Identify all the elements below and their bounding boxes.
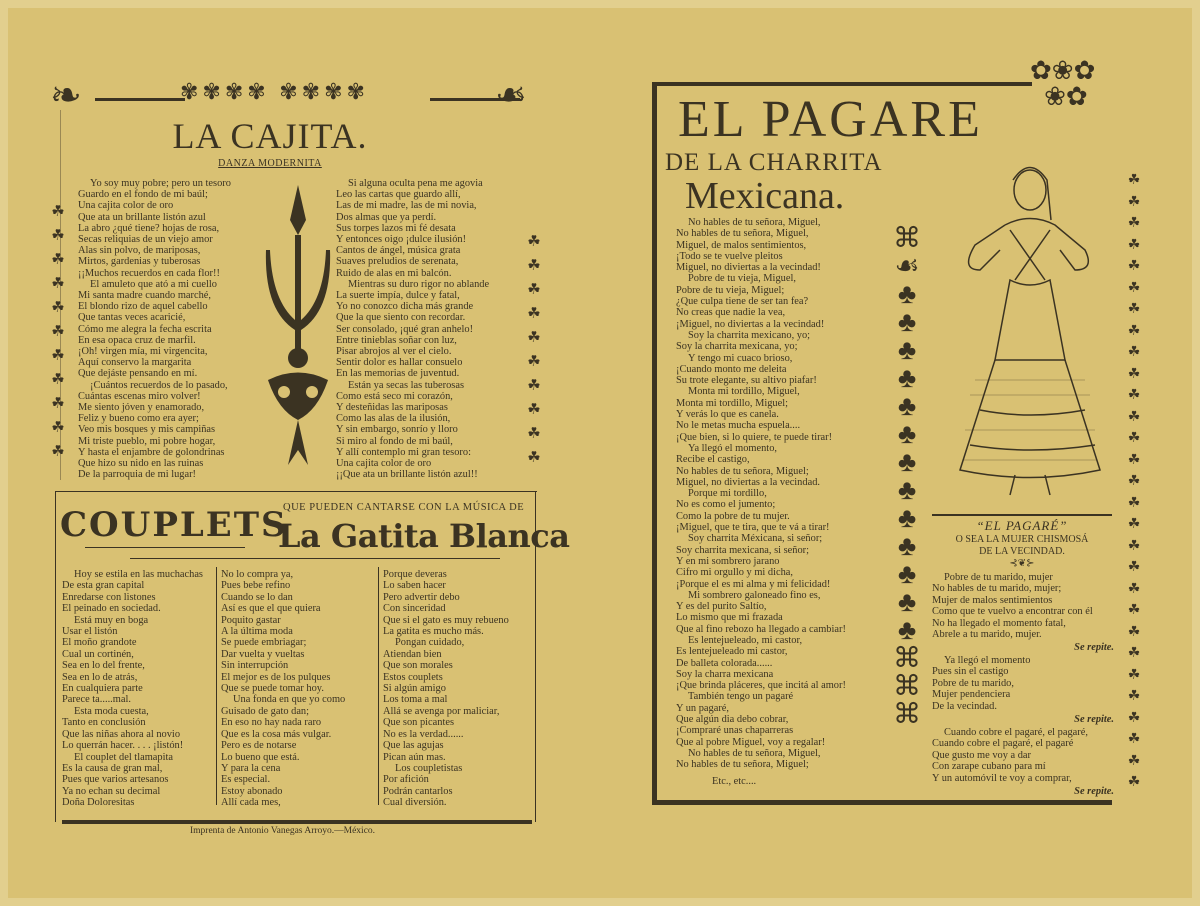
verse-line: Parece ta.....mal.: [62, 694, 131, 706]
verse-line: Aquí conservo la margarita: [78, 357, 192, 369]
verse-line: Pobre de tu vieja, Miguel;: [676, 284, 785, 296]
poem-column-2: [336, 178, 489, 480]
etc-text: Etc., etc....: [712, 776, 757, 787]
verse-line: Guisado de gato dan;: [221, 705, 310, 717]
verse-line: Ruido de alas en mi balcón.: [336, 267, 452, 279]
verse-line: Pobre de tu marido,: [932, 677, 1014, 689]
verse-line: No es como el jumento;: [676, 499, 776, 511]
verse-line: ¡Cuando monto me deleita: [676, 363, 787, 375]
verse-line: No hables de tu señora, Miguel;: [676, 465, 809, 477]
box-top-rule: [55, 491, 537, 492]
verse-line: Sentir dolor es hallar consuelo: [336, 357, 463, 369]
verse-line: Secas reliquias de un viejo amor: [78, 234, 213, 246]
verse-line: Y un automóvil te voy a comprar,: [932, 772, 1072, 784]
verse-line: Dos almas que ya perdí.: [336, 211, 437, 223]
trident-ornament-icon: [258, 180, 338, 470]
verse-line: La suerte impía, dulce y fatal,: [336, 290, 460, 302]
verse-line: No es la verdad......: [383, 728, 464, 740]
verse-line: Pongan cuidado,: [395, 637, 465, 649]
stanza-3: [932, 727, 1088, 784]
verse-line: Así es que el que quiera: [221, 603, 321, 615]
verse-line: Cuando cobre el pagaré, el pagaré,: [944, 727, 1088, 738]
verse-line: Suaves preludios de serenata,: [336, 256, 459, 268]
song-title: “EL PAGARÉ”: [976, 518, 1068, 533]
verse-line: Pobre de tu marido, mujer: [944, 572, 1053, 583]
verse-line: Que tantas veces acaricié,: [78, 312, 186, 324]
verse-line: Soy charrita mexicana, si señor;: [676, 544, 810, 556]
verse-line: ¡Miguel, no diviertas a la vecindad!: [676, 318, 825, 330]
verse-line: Monta mi tordillo, Miguel;: [676, 397, 788, 409]
verse-line: Si alguna oculta pena me agovia: [348, 178, 483, 189]
verse-line: Y verás lo que es canela.: [676, 409, 779, 421]
verse-line: Recibe el castigo,: [676, 454, 750, 466]
verse-line: Su trote elegante, su altivo piafar!: [676, 375, 817, 387]
stanza-1: [932, 572, 1093, 640]
verse-line: De balleta colorada......: [676, 657, 773, 669]
verse-line: ¿Que culpa tiene de ser tan fea?: [676, 296, 809, 308]
verse-line: Una fonda en que yo como: [233, 694, 346, 706]
verse-line: En eso no hay nada raro: [221, 717, 322, 729]
verse-line: Que es la cosa más vulgar.: [221, 728, 332, 740]
verse-line: También tengo un pagaré: [688, 691, 794, 703]
verse-line: Sus torpes lazos mi fé desata: [336, 222, 456, 234]
verse-line: Pues bebe refino: [221, 580, 291, 592]
verse-line: Una cajita color de oro: [78, 200, 174, 212]
verse-line: Estos couplets: [383, 671, 443, 683]
header-rule: [130, 558, 500, 559]
couplets-column-2: [221, 569, 345, 809]
verse-line: Yo soy muy pobre; pero un tesoro: [90, 178, 231, 189]
verse-line: Que gusto me voy a dar: [932, 749, 1031, 761]
verse-line: ¡Miguel, que te tira, que te vá a tirar!: [676, 522, 830, 534]
verse-line: Usar el listón: [62, 626, 118, 638]
verse-line: Sea en lo de atrás,: [62, 671, 138, 683]
verse-line: Miguel, de malos sentimientos,: [676, 239, 807, 251]
verse-line: Las de mi madre, las de mi novia,: [336, 200, 477, 212]
verse-line: Cuántas escenas miro volver!: [78, 390, 201, 402]
verse-line: No hables de tu señora, Miguel,: [688, 217, 821, 228]
verse-line: Mujer pendenciera: [932, 689, 1011, 701]
verse-line: ¡Todo se te vuelve pleitos: [676, 250, 783, 262]
verse-line: Miguel, no diviertas a la vecindad!: [676, 262, 821, 274]
verse-line: En cualquiera parte: [62, 683, 143, 695]
verse-line: No ha llegado el momento fatal,: [932, 617, 1066, 629]
verse-line: Que la que siento con recordar.: [336, 312, 466, 324]
verse-line: Y para la cena: [221, 762, 281, 774]
rose-corner-ornament-icon: ✿❀✿ ❀✿: [1030, 56, 1096, 111]
fleuron-border-ornament-icon: ☘ ☘ ☘ ☘ ☘ ☘ ☘ ☘ ☘ ☘ ☘ ☘ ☘ ☘ ☘ ☘ ☘ ☘ ☘ ☘ ☘ ☘ ☘ ☘ ☘ ☘ ☘ ☘ ☘: [1127, 173, 1141, 790]
song-subtitle: O SEA LA MUJER CHISMOSÁ: [955, 534, 1089, 545]
verse-line: Están ya secas las tuberosas: [348, 379, 464, 391]
verse-line: Pero es de notarse: [221, 740, 297, 752]
verse-line: ¡¡Muchos recuerdos en cada flor!!: [78, 267, 220, 279]
verse-line: ¡Compraré unas chaparreras: [676, 725, 794, 737]
pagare-poem: [676, 217, 846, 771]
verse-line: Lo querrán hacer. . . . ¡listón!: [62, 740, 184, 752]
repeat-marker: Se repite.: [1074, 642, 1114, 653]
verse-line: Y desteñidas las mariposas: [336, 402, 448, 414]
song-subtitle: DE LA VECINDAD.: [979, 546, 1065, 557]
verse-line: Por afición: [383, 774, 429, 786]
frame-top-left: [95, 98, 185, 101]
verse-line: El moño grandote: [62, 637, 137, 649]
verse-line: Si algún amigo: [383, 683, 446, 695]
verse-line: Mi sombrero galoneado fino es,: [688, 589, 821, 601]
verse-line: De esta gran capital: [62, 580, 145, 592]
verse-line: No hables de tu señora, Miguel,: [688, 747, 821, 759]
verse-line: Y allí contemplo mi gran tesoro:: [336, 446, 471, 458]
verse-line: Estoy abonado: [221, 785, 283, 797]
verse-line: Guardo en el fondo de mi baúl;: [78, 189, 208, 201]
verse-line: Yo no conozco dicha más grande: [336, 301, 474, 313]
verse-line: Ya no echan su decimal: [62, 785, 161, 797]
verse-line: Miguel, no diviertas a la vecindad.: [676, 476, 820, 488]
verse-line: Que si el gato es muy rebueno: [383, 614, 509, 626]
charrita-illustration: [935, 150, 1115, 510]
verse-line: El couplet del tlamapita: [74, 751, 173, 763]
verse-line: Como la pobre de tu mujer.: [676, 510, 790, 522]
verse-line: Cuando cobre el pagaré, el pagaré: [932, 738, 1074, 750]
verse-line: Se puede embriagar;: [221, 637, 307, 649]
repeat-marker: Se repite.: [1074, 714, 1114, 725]
verse-line: El mejor es de los pulques: [221, 671, 331, 683]
couplets-title: COUPLETS: [60, 505, 288, 545]
repeat-marker: Se repite.: [1074, 786, 1114, 797]
verse-line: El blondo rizo de aquel cabello: [78, 301, 208, 313]
verse-line: Si miro al fondo de mi baúl,: [336, 435, 453, 447]
subtitle-mexicana: Mexicana.: [685, 175, 845, 217]
verse-line: Entre tinieblas soñar con luz,: [336, 334, 457, 346]
verse-line: Alas sin polvo, de mariposas,: [78, 245, 201, 257]
verse-line: De la vecindad.: [932, 700, 997, 712]
verse-line: Y entonces oigo ¡dulce ilusión!: [336, 234, 467, 246]
verse-line: Porque mi tordillo,: [688, 488, 767, 500]
verse-line: Mientras su duro rigor no ablande: [348, 278, 490, 290]
verse-line: En esa opaca cruz de marfil.: [78, 334, 196, 346]
title-underline: [85, 547, 245, 548]
verse-line: Pisar abrojos al ver el cielo.: [336, 346, 452, 358]
verse-line: Que dejáste pensando en mí.: [78, 368, 198, 380]
verse-line: En las memorias de juventud.: [336, 368, 460, 380]
verse-line: Que algún dia debo cobrar,: [676, 714, 789, 726]
verse-line: Monta mi tordillo, Miguel,: [688, 386, 800, 398]
verse-line: De la parroquia de mi lugar!: [78, 469, 197, 481]
verse-line: Poquito gastar: [221, 614, 281, 626]
imprint: Imprenta de Antonio Vanegas Arroyo.—México.: [190, 826, 376, 836]
verse-line: Soy la charra mexicana: [676, 668, 774, 680]
verse-line: Que al fino rebozo ha llegado a cambiar!: [676, 623, 846, 635]
verse-line: Y un pagaré,: [676, 702, 729, 714]
verse-line: Lo saben hacer: [383, 580, 446, 592]
verse-line: Que son morales: [383, 660, 453, 672]
verse-line: Con zarape cubano para mí: [932, 761, 1046, 773]
verse-line: Lo mismo que mi frazada: [676, 612, 783, 624]
verse-line: Como está seco mi corazón,: [336, 390, 453, 402]
verse-line: Mi santa madre cuando marché,: [78, 290, 212, 302]
verse-line: Cual un cortinén,: [62, 648, 134, 660]
corner-scroll-icon: ❧: [50, 75, 82, 117]
floral-header-ornament-icon: ✾✾✾✾ ✾✾✾✾: [180, 79, 369, 104]
verse-line: Está muy en boga: [74, 614, 149, 626]
verse-line: Cifro mi orgullo y mi dicha,: [676, 567, 793, 579]
frame-bottom: [652, 800, 1112, 805]
verse-line: No le metas mucha espuela....: [676, 420, 801, 432]
verse-line: Leo las cartas que guardo allí,: [336, 189, 461, 201]
verse-line: Y sin embargo, sonrío y lloro: [336, 424, 458, 436]
verse-line: Ya llegó el momento,: [688, 442, 777, 454]
column-divider: [216, 567, 217, 805]
verse-line: Que las agujas: [383, 740, 444, 752]
verse-line: Cual diversión.: [383, 797, 447, 809]
verse-line: No hables de tu marido, mujer;: [932, 583, 1062, 595]
verse-line: ¡Oh! virgen mía, mi virgencita,: [78, 346, 208, 358]
verse-line: Enredarse con listones: [62, 591, 156, 603]
verse-line: Pican aún mas.: [383, 751, 446, 763]
verse-line: Es la causa de gran mal,: [62, 762, 163, 774]
verse-line: Sea en lo del frente,: [62, 660, 145, 672]
verse-line: Mi triste pueblo, mi pobre hogar,: [78, 435, 216, 447]
verse-line: Soy charrita Méxicana, si señor;: [688, 533, 823, 545]
verse-line: Pero advertir debo: [383, 591, 460, 603]
verse-line: No lo compra ya,: [221, 569, 294, 580]
box-left-rule: [55, 491, 56, 822]
verse-line: ¡Porque el es mi alma y mi felicidad!: [676, 578, 831, 590]
verse-line: Como las alas de la ilusión,: [336, 413, 451, 425]
verse-line: Feliz y bueno como era ayer;: [78, 413, 199, 425]
verse-line: Cuando se lo dan: [221, 591, 293, 603]
verse-line: Atiendan bien: [383, 648, 442, 660]
verse-line: Una cajita color de oro: [336, 458, 432, 470]
verse-line: Esta moda cuesta,: [74, 705, 149, 717]
verse-line: Cantos de ángel, música grata: [336, 245, 461, 257]
verse-line: No creas que nadie la vea,: [676, 307, 786, 319]
verse-line: Soy la charrita mexicana, yo;: [676, 341, 798, 353]
verse-line: ¡Cuántos recuerdos de lo pasado,: [90, 379, 228, 391]
poem-column-1: [78, 178, 231, 480]
verse-line: Ser consolado, ¡qué gran anhelo!: [336, 323, 474, 335]
verse-line: Pues sin el castigo: [932, 666, 1009, 678]
couplets-column-3: [383, 569, 509, 809]
verse-line: El amuleto que ató a mi cuello: [90, 278, 217, 290]
verse-line: Soy la charrita mexicano, yo;: [688, 329, 811, 341]
verse-line: Hoy se estila en las muchachas: [74, 569, 203, 580]
verse-line: Doña Doloresitas: [62, 797, 135, 809]
subtitle: DANZA MODERNITA: [218, 158, 322, 169]
verse-line: No hables de tu señora, Miguel;: [676, 759, 809, 771]
verse-line: La abro ¿qué tiene? hojas de rosa,: [78, 222, 220, 234]
verse-line: Que se puede tomar hoy.: [221, 683, 324, 695]
subtitle: DE LA CHARRITA: [665, 149, 883, 176]
verse-line: Veo mis bosques y mis campiñas: [78, 424, 216, 436]
page-title: LA CAJITA.: [172, 116, 368, 156]
song-title: La Gatita Blanca: [278, 517, 570, 555]
verse-line: Es lentejueleado, mi castor,: [688, 634, 803, 646]
verse-line: Cómo me alegra la fecha escrita: [78, 323, 212, 335]
fleuron-border-ornament-icon: ☘ ☘ ☘ ☘ ☘ ☘ ☘ ☘ ☘ ☘: [527, 234, 541, 466]
verse-line: No hables de tu señora, Miguel,: [676, 228, 809, 240]
verse-line: Que hizo su nido en las ruinas: [78, 458, 204, 470]
frame-left: [652, 82, 657, 804]
verse-line: Allí cada mes,: [221, 797, 281, 809]
verse-line: Que son picantes: [383, 717, 454, 729]
verse-line: Pobre de tu vieja, Miguel,: [688, 273, 796, 285]
verse-line: Es lentejueleado mi castor,: [676, 646, 788, 658]
verse-line: Mujer de malos sentimientos: [932, 594, 1053, 606]
verse-line: Es especial.: [221, 774, 271, 786]
bottom-rule: [62, 820, 532, 824]
verse-line: La gatita es mucho más.: [383, 626, 484, 638]
verse-line: A la última moda: [221, 626, 293, 638]
verse-line: Que al pobre Miguel, voy a regalar!: [676, 736, 826, 748]
verse-line: El peinado en sociedad.: [62, 603, 161, 615]
corner-scroll-icon: ❧: [495, 75, 527, 117]
verse-line: Pues que varios artesanos: [62, 774, 169, 786]
verse-line: Que ata un brillante listón azul: [78, 211, 206, 223]
column-divider: [378, 567, 379, 805]
couplets-intro: QUE PUEDEN CANTARSE CON LA MÚSICA DE: [283, 502, 525, 513]
flourish-ornament-icon: ⊰❦⊱: [1009, 558, 1035, 569]
stanza-2: [932, 655, 1030, 712]
verse-line: Y tengo mi cuaco brioso,: [688, 352, 793, 364]
page-title: EL PAGARE: [678, 91, 983, 148]
verse-line: Abrele a tu marido, mujer.: [932, 629, 1042, 641]
verse-line: Dar vuelta y vueltas: [221, 648, 305, 660]
verse-line: Allá se avenga por maliciar,: [383, 705, 500, 717]
verse-line: Me siento jóven y enamorado,: [78, 402, 205, 414]
verse-line: Los coupletistas: [395, 762, 463, 774]
frame-top: [652, 82, 1032, 86]
verse-line: Los toma a mal: [383, 694, 448, 706]
vine-ornament-icon: ⌘ ☙ ♣ ♣ ♣ ♣ ♣ ♣ ♣ ♣ ♣ ♣ ♣ ♣ ♣ ⌘ ⌘ ⌘: [893, 223, 921, 730]
verse-line: ¡¡Que ata un brillante listón azul!!: [336, 469, 478, 481]
verse-line: Lo bueno que está.: [221, 751, 300, 763]
verse-line: Y es del purito Saltío,: [676, 601, 767, 613]
couplets-column-1: [62, 569, 203, 809]
verse-line: Como que te vuelvo a encontrar con él: [932, 606, 1093, 618]
verse-line: ¡Que bien, si lo quiere, te puede tirar!: [676, 431, 833, 443]
verse-line: Con sinceridad: [383, 603, 446, 615]
illustration-rule: [932, 514, 1112, 516]
verse-line: Porque deveras: [383, 569, 447, 580]
verse-line: Mirtos, gardenias y tuberosas: [78, 256, 201, 268]
fleuron-border-ornament-icon: ☘ ☘ ☘ ☘ ☘ ☘ ☘ ☘ ☘ ☘ ☘: [51, 204, 65, 460]
verse-line: Y hasta el enjambre de golondrinas: [78, 446, 225, 458]
verse-line: Tanto en conclusión: [62, 717, 146, 729]
verse-line: Y en mi sombrero jarano: [676, 555, 780, 567]
verse-line: Que las niñas ahora al novio: [62, 728, 181, 740]
verse-line: ¡Que brinda pláceres, que incitá al amor!: [676, 680, 846, 692]
verse-line: Sin interrupción: [221, 660, 289, 672]
verse-line: Ya llegó el momento: [944, 655, 1031, 666]
verse-line: Podrán cantarlos: [383, 785, 453, 797]
